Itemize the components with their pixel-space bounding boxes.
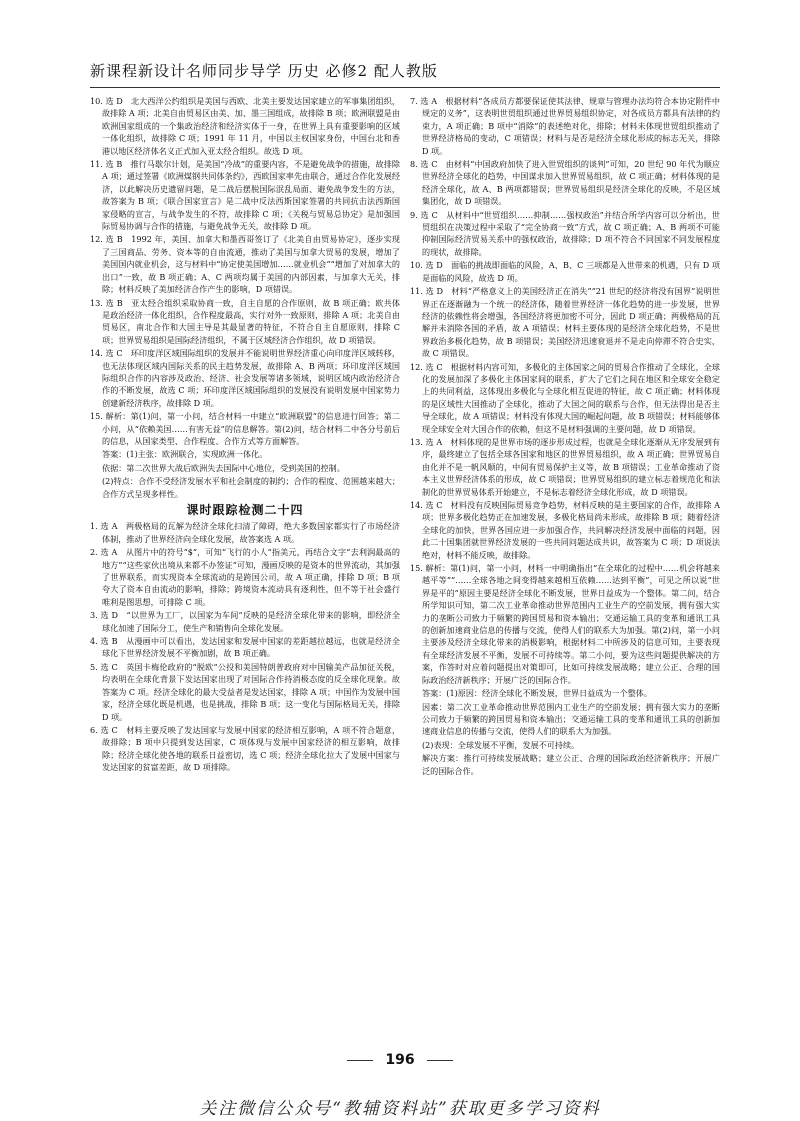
answer-paragraph: 因素：第二次工业革命推动世界范围内工业生产的空前发展；拥有强大实力的垄断公司致力于频繁的跨国贸易和资本输出；交通运输工具的变革和通讯工具的创新加速商业信息的传播与交流，使得人们的联系大为加强。 [422,701,720,737]
page-number-dash-right [427,1060,453,1061]
answer-item: 6. 选 C 材料主要反映了发达国家与发展中国家的经济相互影响，A 项不符合题意，故排除；B 项中只提到发达国家，C 项体现与发展中国家经济的相互影响，故排除；经济全球化使各地的联系日益密切，选 C 项；经济全球化拉大了发展中国家与发达国家的贫富差距，故 D 项排除。 [90,724,400,773]
answer-item: 5. 选 C 英国卡梅伦政府的“脱欧”公投和美国特朗普政府对中国输美产品加征关税，均表明在全球化背景下发达国家出现了对国际合作持消极态度的反全球化现象。故答案为 C 项。经济全球化的最大受益者是发达国家，排除 A 项；中国作为发展中国家，经济全球化既是机遇，也是挑战，排除 B 项；这一变化与国际格局无关，排除 D 项。 [90,661,400,722]
answer-item: 11. 选 D 材料“严格意义上的美国经济正在消失”“21 世纪的经济将没有国界”说明世界正在逐渐融为一个统一的经济体，随着世界经济一体化趋势的进一步发展，世界经济的依赖性将会增强，各国经济将更加密不可分，因此 D 项正确；两极格局的瓦解并未消除各国的矛盾，故 A 项错误；材料主要体现的是经济全球化趋势，不是世界政治多极化趋势，故 B 项错误；美国经济迅速衰退并不是走向停滞不符合史实，故 C 项错误。 [410,286,720,359]
answer-paragraph: 答案：(1)原因：经济全球化不断发展，世界日益成为一个整体。 [422,688,652,699]
answer-item: 10. 选 D 面临的挑战即面临的风险，A、B、C 三项都是入世带来的机遇，只有 D 项是面临的风险，故选 D 项。 [410,260,720,283]
answer-item: 11. 选 B 推行马歇尔计划，是美国“冷战”的重要内容，不是避免战争的措施，故排除 A 项；通过签署《欧洲煤钢共同体条约》，西欧国家率先由联合，通过合作化发展经济，以此解决历史遗留问题，是二战后摆脱国际泯乱局面、避免战争发生的方法，故答案为 B 项；《联合国家宣言》是二战中反法西斯国家签署的共同抗击法西斯国家侵略的宣言，与战争发生的不符，故排除 C 项；《关税与贸易总协定》是加强国际贸易协调与合作的措施，与避免战争无关，故排除 D 项。 [90,159,400,232]
answer-item: 2. 选 A 从图片中的符号“$”，可知“飞行的小人”指美元，再结合文字“去利润最高的地方”“这些家伙出境从来都不办签证”可知，漫画反映的是资本的世界流动，其加强了世界联系，而实现资本全球流动的是跨国公司，故 A 项正确，排除 D 项；B 项夸大了资本自由流动的影响，排除；跨境资本流动具有逐利性，但不等于社会盛行唯利是图思想，可排除 C 项。 [90,547,400,607]
answer-item: 12. 选 B 1992 年，美国、加拿大和墨西哥签订了《北美自由贸易协定》，逐步实现了三国商品、劳务、资本等的自由流通，推动了美国与加拿大贸易的发展，增加了美国国内就业机会，这与材料中“协定使美国增加……就业机会”“增加了对加拿大的出口”一致，故 B 项正确；A、C 两项均属于美国的内部因素，与加拿大无关，排除；材料反映了美加经济合作产生的影响，D 项错误。 [90,234,400,295]
answer-paragraph: 依据：第二次世界大战后欧洲失去国际中心地位，受到美国的控制。 [102,462,345,473]
answer-item: 1. 选 A 两极格局的瓦解为经济全球化扫清了障碍，绝大多数国家都实行了市场经济体制，推动了世界经济向全球化发展，故答案选 A 项。 [90,521,400,544]
answer-paragraph: (2)表现：全球发展不平衡，发展不可持续。 [422,739,580,750]
answer-item: 9. 选 C 从材料中“世贸组织……抑制……强权政治”并结合所学内容可以分析出，世贸组织在决策过程中采取了“完全协商一致”方式，故 C 项正确；A、B 两项不可能抑制国际经济贸易关系中的强权政治，故排除；D 项不符合不同国家不同发展程度的现状，故排除。 [410,209,720,257]
answer-item: 14. 选 C 环印度洋区域国际组织的发展并不能说明世界经济重心向印度洋区域转移，也无法体现区域内国际关系的民主趋势发展，故排除 A、B 两项；环印度洋区域国际组织合作的内容涉及政治、经济、社会发展等诸多领域，说明区域内政治经济合作的不断发展，故选 C 项；环印度洋区域国际组织的发展没有说明发展中国家势力创建新经济秩序，故排除 D 项。 [90,348,400,408]
answer-item: 13. 选 B 亚太经合组织采取协商一致，自主自愿的合作原则，故 B 项正确；欧共体是政治经济一体化组织，合作程度最高，实行对外一致原则，排除 A 项；北美自由贸易区，南北合作和大国主导是其最显著的特征，不符合自主自愿原则，排除 C 项；世界贸易组织是国际经济组织，不属于区域经济合作组织，故 D 项错误。 [90,297,400,345]
answer-item: 10. 选 D 北大西洋公约组织是美国与西欧、北美主要发达国家建立的军事集团组织，故排除 A 项；北美自由贸易区由美、加、墨三国组成，故排除 B 项；欧洲联盟是由欧洲国家组成的一个集政治经济和经济实体于一身，在世界上具有重要影响的区域一体化组织，故排除 C 项；1991 年 11 月，中国以主权国家身份，中国台北和香港以地区经济体名义正式加入亚太经合组织。故选 D 项。 [90,96,400,156]
answer-item: 8. 选 C 由材料“中国政府加快了进入世贸组织的谈判”可知，20 世纪 90 年代为顺应世界经济全球化的趋势，中国谋求加入世界贸易组织，故 C 项正确；材料体现的是经济全球化，故 A、B 两项都错误；世界贸易组织是经济全球化的反映，不是区域集团化，故 D 项错误。 [410,159,720,207]
answer-item: 4. 选 B 从漫画中可以看出，发达国家和发展中国家的差距越拉越远，也就是经济全球化下世界经济发展不平衡加剧，故 B 项正确。 [90,636,400,659]
footer-note [0,1094,800,1119]
answer-item: 14. 选 C 材料没有反映国际贸易竞争趋势，材料反映的是主要国家的合作，故排除 A 项；世界多极化趋势正在加速发展，多极化格局尚未形成，故排除 B 项；随着经济全球化的加快，世界各国应进一步加强合作，共同解决经济发展中面临的问题，因此二十国集团就世界经济发展的一些共同问题达成共识，故答案为 C 项；D 项说法绝对，材料不能反映，故排除。 [410,500,720,560]
answer-item: 3. 选 D “以世界为工厂，以国家为车间”反映的是经济全球化带来的影响，即经济全球化加速了国际分工，使生产和销售向全球化发展。 [90,610,400,633]
answer-paragraph: (2)特点：合作不受经济发展水平和社会制度的制约；合作的程度、范围越来越大；合作方式呈现多样性。 [102,476,400,499]
page-header [90,60,720,88]
answer-paragraph: 答案：(1)主张：欧洲联合，实现欧洲一体化。 [102,449,268,460]
answer-paragraph: 解决方案：推行可持续发展战略；建立公正、合理的国际政治经济新秩序；开展广泛的国际合作。 [422,753,720,776]
answer-item: 7. 选 A 根据材料“各成员方都要保证使其法律、规章与管理办法均符合本协定附件中规定的义务”，这表明世贸组织通过世界贸易组织协定，对各成员方都具有法律的约束力，A 项正确；B 项中“消除”的表述绝对化，排除；材料未体现世贸组织推动了世界经济格局的变动，C 项错误；材料与是否是经济全球化形成的标志无关，排除 D 项。 [410,96,720,156]
page-number [0,1052,800,1068]
answer-item: 12. 选 C 根据材料内容可知，多极化的主体国家之间的贸易合作推动了全球化，全球化的发展加深了多极化主体国家间的联系，扩大了它们之间在地区和全球安全稳定上的共同利益，这体现出多极化与全球化相互促进的特征，故 C 项正确；材料体现的是区域性大国推动了全球化，推动了大国之间的联系与合作，但无法得出是否主导全球化，故 A 项错误；材料没有体现大国的崛起问题，故 B 项错误；材料能够体现全球安全对大国合作的依赖，但这不是材料强调的主要问题，故 D 项错误。 [410,361,720,434]
answer-item: 15. 解析：第(1)问，第一小问，材料一中明确指出“在全球化的过程中……机会将越来越平等”“……全球各地之间变得越来越相互依赖……达到平衡”，可见之所以说“世界是平的”原因主要是经济全球化不断发展，世界日益成为一个整体。第二问，结合所学知识可知，第二次工业革命推动世界范围内工业生产的空前发展，拥有强大实力的垄断公司致力于频繁的跨国贸易和资本输出；交通运输工具的变革和通讯工具的创新加速商业信息的传播与交流，使得人们的联系大为加强。第(2)问，第一小问主要涉及经济全球化带来的消极影响，根据材料二中所涉及的信息可知，主要表现有全球经济发展不平衡，发展不可持续等。第二小问，要为这些问题提供解决的方案，作答时对应着问题提出对策即可，比如可持续发展战略；建立公正、合理的国际政治经济新秩序；开展广泛的国际合作。 [410,563,720,685]
answer-item: 15. 解析：第(1)问，第一小问，结合材料一中建立“欧洲联盟”的信息进行回答；第二小问，从“依赖美国……有害无益”的信息解答。第(2)问，结合材料二中各分号前后的信息，从国家类型、合作程度、合作方式等方面解答。 [90,411,400,446]
right-column [410,95,720,778]
left-column [90,95,400,775]
page-number-dash-left [347,1060,373,1061]
page-number-value: 196 [385,1052,415,1068]
answer-item: 13. 选 A 材料体现的是世界市场的逐步形成过程，也就是全球化逐渐从无序发展到有序，最终建立了包括全球各国家和地区的世界贸易组织，故 A 项正确；世界贸易自由化并不是一帆风顺的，中间有贸易保护主义等，故 B 项错误；工业革命推动了资本主义世界经济体系的形成，故 C 项错误；世界贸易组织的建立标志着规范化和法制化的世界贸易体系开始建立，不是标志着经济全球化形成，故 D 项错误。 [410,436,720,497]
section-title: 课时跟踪检测二十四 [186,503,304,517]
footer-text: 关注微信公众号“教辅资料站”获取更多学习资料 [199,1099,601,1119]
header-title: 新课程新设计名师同步导学 历史 必修2 配人教版 [90,62,438,80]
